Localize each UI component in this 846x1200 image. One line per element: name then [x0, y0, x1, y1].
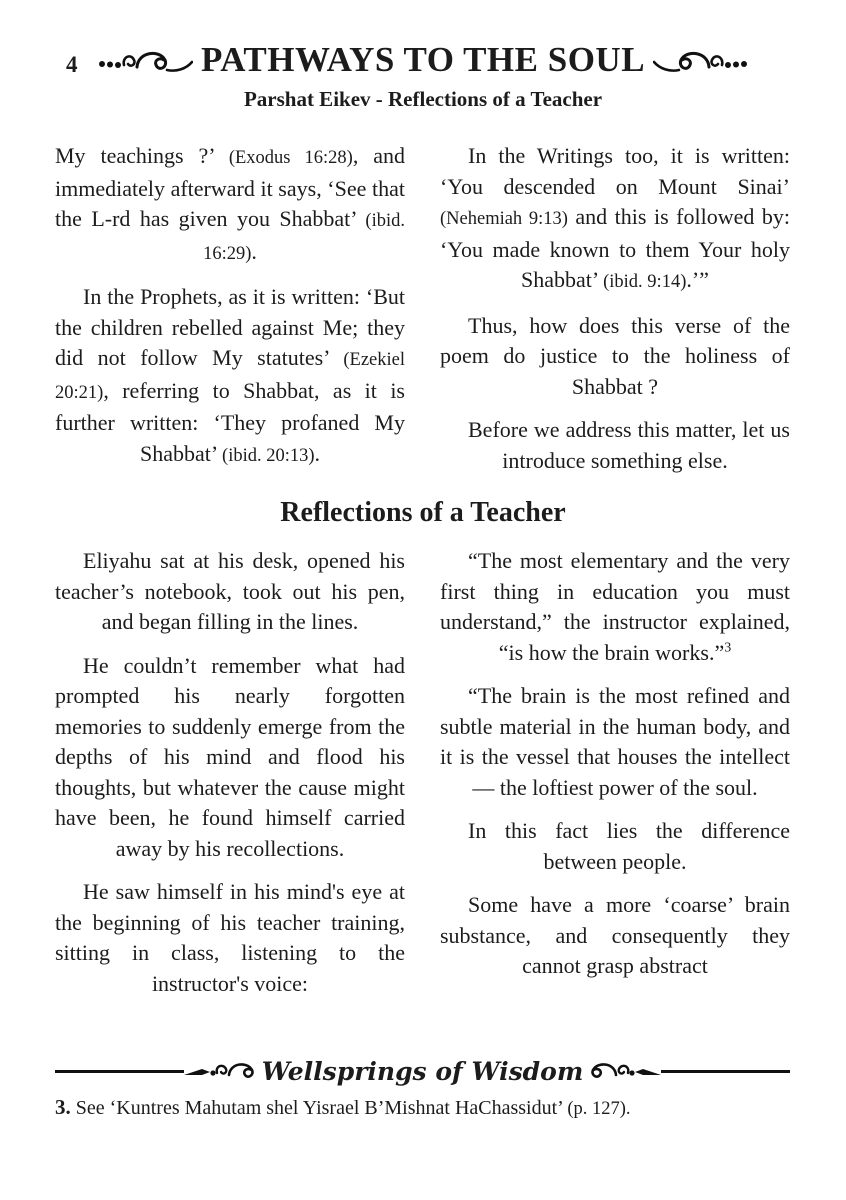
- page-footer: [55, 1057, 790, 1120]
- footer-rule-right: [661, 1070, 790, 1073]
- scroll-flourish-right-icon: [653, 44, 749, 76]
- scroll-flourish-left-icon: [97, 44, 193, 76]
- title-row: [0, 40, 846, 80]
- footnote-text: See ‘Kuntres Mahutam shel Yisrael B’Mishnat HaChassidut’ (p. 127).: [70, 1097, 631, 1119]
- paragraph: In the Writings too, it is written: ‘You descended on Mount Sinai’ (Nehemiah 9:13) and this is followed by: ‘You made known to them Your holy Shabbat’ (ibid. 9:14).’”: [440, 143, 790, 292]
- book-title: PATHWAYS TO THE SOUL: [200, 40, 646, 79]
- section1-right-column: [440, 141, 790, 476]
- paragraph: My teachings ?’ (Exodus 16:28), and immediately afterward it says, ‘See that the L-rd has given you Shabbat’ (ibid. 16:29).: [55, 143, 405, 264]
- footer-rule-left: [55, 1070, 184, 1073]
- paragraph: Eliyahu sat at his desk, opened his teacher’s notebook, took out his pen, and began filling in the lines.: [55, 548, 405, 634]
- section1-columns: [0, 141, 846, 476]
- paragraph: “The brain is the most refined and subtle material in the human body, and it is the vessel that houses the intellect — the loftiest power of the soul.: [440, 683, 790, 800]
- page-number: 4: [66, 52, 78, 77]
- chapter-subtitle: Parshat Eikev - Reflections of a Teacher: [243, 87, 603, 111]
- section-heading: Reflections of a Teacher: [280, 497, 566, 528]
- footer-banner: [55, 1057, 790, 1086]
- paragraph: Some have a more ‘coarse’ brain substance, and consequently they cannot grasp abstract: [440, 892, 790, 978]
- section2-left-column: [55, 546, 405, 999]
- section2-right-column: [440, 546, 790, 999]
- rule-flourish-right-icon: [587, 1059, 661, 1085]
- paragraph: Before we address this matter, let us introduce something else.: [468, 417, 790, 473]
- rule-flourish-left-icon: [184, 1059, 258, 1085]
- section2-columns: [0, 546, 846, 999]
- paragraph: He saw himself in his mind's eye at the beginning of his teacher training, sitting in class, listening to the instructor's voice:: [55, 879, 405, 996]
- footnote-number: 3.: [55, 1095, 71, 1119]
- page-header: [0, 0, 846, 112]
- section1-left-column: [55, 141, 405, 476]
- paragraph: “The most elementary and the very first thing in education you must understand,” the instructor explained, “is how the brain works.”$^3$: [440, 548, 790, 665]
- paragraph: He couldn’t remember what had prompted his nearly forgotten memories to suddenly emerge from the depths of his mind and flood his thoughts, but whatever the cause might have been, he found himself carried away by his recollections.: [55, 652, 405, 861]
- paragraph: Thus, how does this verse of the poem do justice to the holiness of Shabbat ?: [440, 312, 790, 399]
- footer-banner-title: Wellsprings of Wisdom: [261, 1057, 584, 1086]
- paragraph: In this fact lies the difference between people.: [468, 818, 790, 874]
- footnote: [55, 1095, 790, 1120]
- paragraph: In the Prophets, as it is written: ‘But the children rebelled against Me; they did not follow My statutes’ (Ezekiel 20:21), referring to Shabbat, as it is further written: ‘They profaned My Shabbat’ (ibid. 20:13).: [55, 284, 405, 466]
